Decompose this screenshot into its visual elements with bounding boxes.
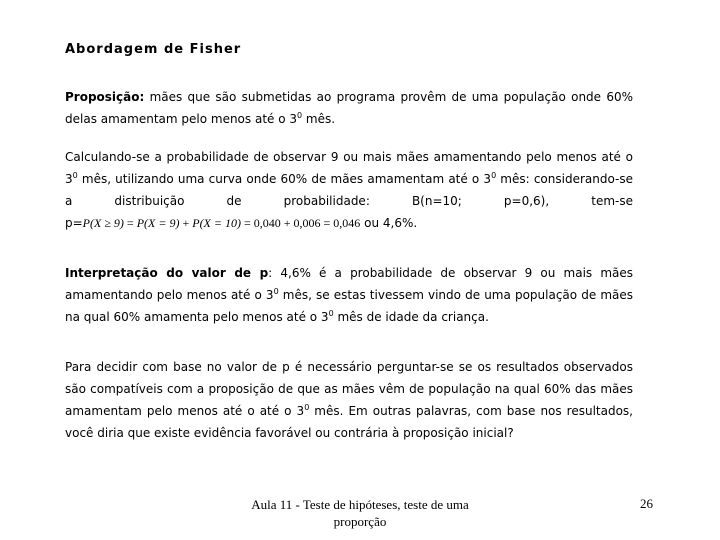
calculation-paragraph: Calculando-se a probabilidade de observar 9 ou mais mães amamentando pelo menos até o $3^0$ mês, utilizando uma curva onde 60% de mães amamentam até o $3^0$ mês: considerando-se a distribuição de probabilidade: B(n=10; p=0,6), tem-se p=P(X ≥ 9) = P(X = 9) + P(X = 10) = 0,040 + 0,006 = 0,046 ou 4,6%.	[65, 150, 634, 230]
interpretation-label: Interpretação do valor de p	[65, 266, 269, 280]
footer-text: Aula 11 - Teste de hipóteses, teste de uma proporção	[251, 497, 469, 529]
proposition-label: Proposição:	[65, 90, 145, 104]
decision-paragraph: Para decidir com base no valor de p é necessário perguntar-se se os resultados observados são compatíveis com a proposição de que as mães vêm de população na qual 60% das mães amamentam pelo menos até o até o $3^0$ mês. Em outras palavras, com base nos resultados, você diria que existe evidência favorável ou contrária à proposição inicial?	[65, 360, 633, 440]
page-number: 26	[640, 496, 653, 511]
proposition-paragraph: Proposição: mães que são submetidas ao programa provêm de uma população onde 60% delas amamentam pelo menos até o $3^0$ mês.	[65, 90, 633, 126]
probability-formula: P(X ≥ 9) = P(X = 9) + P(X = 10) = 0,040 + 0,006 = 0,046	[82, 216, 361, 230]
interpretation-paragraph: Interpretação do valor de p: 4,6% é a probabilidade de observar 9 ou mais mães amamentando pelo menos até o $3^0$ mês, se estas tivessem vindo de uma população de mães na qual 60% amamenta pelo menos até o $3^0$ mês de idade da criança.	[65, 266, 634, 324]
slide-title: Abordagem de Fisher	[65, 42, 242, 57]
